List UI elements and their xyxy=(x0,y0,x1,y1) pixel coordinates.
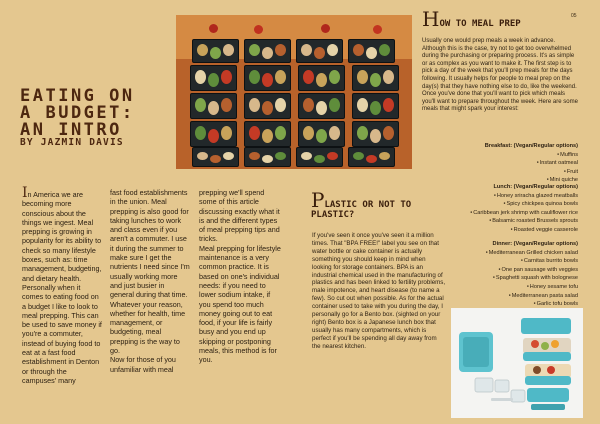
meal-container xyxy=(244,121,291,147)
breakfast-menu xyxy=(428,143,578,185)
meal-container xyxy=(190,65,237,91)
meal-container xyxy=(348,147,395,167)
how-to-heading: HOW TO MEAL PREP xyxy=(422,7,521,31)
paragraph: n America we are becoming more conscious about the things we ingest. Meal prepping is growing in popularity for its ability to check so many lifestyle boxes, such as: time management, budgeting, and dietary health. xyxy=(22,190,102,283)
menu-item: ● Spicy chickpea quinoa bowls xyxy=(428,200,578,209)
plastic-heading: PLASTIC OR NOT TO PLASTIC? xyxy=(311,188,412,220)
paragraph: Personally when it comes to eating food on a budget I like to look to meal prepping. This can be used to save money if you're a commuter, instead of buying food to eat at a fast food establishment in Denton or through the campuses' many xyxy=(22,282,102,385)
meal-container xyxy=(244,147,291,167)
meal-container xyxy=(352,93,399,119)
meal-container xyxy=(244,65,291,91)
paragraph: Now for those of you unfamiliar with meal xyxy=(110,355,176,374)
dinner-menu xyxy=(428,241,578,309)
paragraph: Once you've done that you'll want to pick which meals you'll want to prepare throughout the week. Here are some meals that might spark your interest: xyxy=(422,91,578,113)
meal-container xyxy=(298,65,345,91)
title-line: A BUDGET: xyxy=(20,103,135,123)
how-to-text xyxy=(422,38,580,114)
menu-heading: Breakfast: (Vegan/Regular options) xyxy=(484,143,578,149)
meal-container xyxy=(192,147,239,167)
menu-item: ● Honey sesame tofu xyxy=(428,283,578,292)
menu-item: ● Roasted veggie casserole xyxy=(428,226,578,235)
menu-item: ● Muffins xyxy=(428,151,578,160)
title-line: EATING ON xyxy=(20,86,135,106)
menu-item: ● Mini quiche xyxy=(428,176,578,185)
title-line: AN INTRO xyxy=(20,120,122,140)
menu-heading: Dinner: (Vegan/Regular options) xyxy=(492,241,578,247)
menu-item: ● Mediterranean Grilled chicken salad xyxy=(428,249,578,258)
meal-container xyxy=(298,121,345,147)
meal-container xyxy=(348,39,395,63)
meal-container xyxy=(190,121,237,147)
page-number: 05 xyxy=(571,13,577,19)
meal-container xyxy=(298,93,345,119)
paragraph: fast food establishments in the union. Meal prepping is also good for taking lunches to work and class even if you aren't a commuter. I use it during the summer to make sure I get the nutrients I need since I'm usually working more and just busier in general during that time. Whatever your reason, whether for health, time management, or budgeting, meal prepping is the way to go. xyxy=(110,188,190,356)
meal-container xyxy=(190,93,237,119)
paragraph: Usually one would prep meals a week in advance. Although this is the case, try not to get too overwhelmed during the purchasing or preparing process. It's as simple or as complex as you want to make it. The first step is to pick a day of the week that you'll prep meals for the days following. It usually helps for people to meal prep on the day(s) that they have nothing else to do, like the weekend. xyxy=(422,38,577,90)
menu-item: ● Spaghetti squash with bolognese xyxy=(428,274,578,283)
meal-prep-photo xyxy=(176,15,412,169)
plastic-text: If you've seen it once you've seen it a million times. That "BPA FREE!" label you see on that water bottle or cake container is actually something you should keep in mind when looking for storage containers. BPA is an industrial chemical used in the manufacturing of plastics and has been linked to fertility problems, male impotence, and heart disease (to name a few). So cut out when possible. As for the actual container used to take with you during the day, I personally go for a Bento box. (sighted on your right) Bento box is a Japanese lunch box that usually has many compartments, which is perfect if you'll be spending all day away from the nearest kitchen. xyxy=(312,232,446,350)
menu-item: ● Fruit xyxy=(428,168,578,177)
meal-container xyxy=(296,147,343,167)
paragraph: Meal prepping for lifestyle maintenance is a very common practice. It is based on one's individual needs: if you need to lower sodium intake, if you spend too much money going out to eat food, if your life is fairly busy and you end up skipping or postponing meals, this method is for you. xyxy=(199,243,281,365)
meal-container xyxy=(192,39,239,63)
meal-container xyxy=(352,65,399,91)
menu-item: ● Carnitas burrito bowls xyxy=(428,257,578,266)
menu-item: ● Balsamic roasted Brussels sprouts xyxy=(428,217,578,226)
byline: BY JAZMIN DAVIS xyxy=(20,137,124,148)
menu-item: ● Honey sriracha glazed meatballs xyxy=(428,192,578,201)
menu-item: ● Garlic tofu bowls xyxy=(428,300,578,309)
drop-cap: I xyxy=(22,185,28,201)
menu-item: ● One pan sausage with veggies xyxy=(428,266,578,275)
intro-column-3 xyxy=(199,188,283,365)
paragraph: prepping we'll spend some of this article discussing exactly what it is and the different types of meal prepping tips and tricks. xyxy=(199,188,280,244)
menu-heading: Lunch: (Vegan/Regular options) xyxy=(493,184,578,190)
meal-container xyxy=(352,121,399,147)
meal-container xyxy=(244,39,291,63)
menu-item: ● Caribbean jerk shrimp with cauliflower rice xyxy=(428,209,578,218)
intro-column-1 xyxy=(22,185,102,385)
meal-container xyxy=(244,93,291,119)
lunch-menu xyxy=(428,184,578,235)
menu-item: ● Mediterranean pasta salad xyxy=(428,292,578,301)
meal-container xyxy=(296,39,343,63)
menu-item: ● Instant oatmeal xyxy=(428,159,578,168)
bento-box-photo xyxy=(451,308,583,418)
article-title xyxy=(20,88,178,139)
intro-column-2 xyxy=(110,188,190,374)
